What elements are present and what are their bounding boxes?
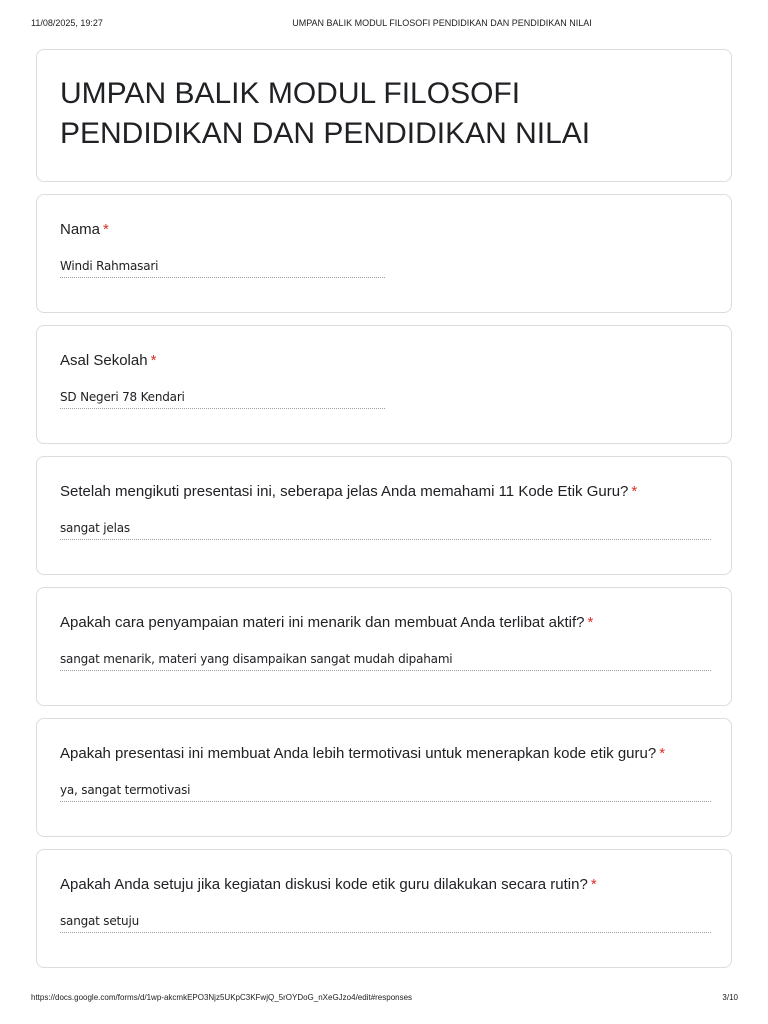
print-url: https://docs.google.com/forms/d/1wp-akcmkEPO3Njz5UKpC3KFwjQ_5rOYDoG_nXeGJzo4/edit#responses	[31, 993, 413, 1002]
answer-text: sangat setuju	[60, 914, 139, 928]
form-title: UMPAN BALIK MODUL FILOSOFI PENDIDIKAN DAN PENDIDIKAN NILAI	[60, 77, 591, 150]
question-card-nama	[36, 194, 732, 313]
question-card-penyampaian	[36, 587, 732, 706]
print-title: UMPAN BALIK MODUL FILOSOFI PENDIDIKAN DAN PENDIDIKAN NILAI	[292, 18, 592, 28]
print-date: 11/08/2025, 19:27	[31, 18, 103, 28]
question-text: Apakah cara penyampaian materi ini menarik dan membuat Anda terlibat aktif?	[60, 614, 585, 631]
question-card-motivasi	[36, 718, 732, 837]
required-marker: *	[103, 221, 109, 238]
question-label	[60, 221, 109, 238]
question-card-diskusi-rutin	[36, 849, 732, 968]
answer-underline	[60, 408, 385, 409]
question-label	[60, 876, 597, 893]
question-text: Apakah presentasi ini membuat Anda lebih termotivasi untuk menerapkan kode etik guru?	[60, 745, 657, 762]
question-label	[60, 483, 637, 500]
answer-underline	[60, 670, 711, 671]
question-label	[60, 352, 156, 369]
answer-underline	[60, 539, 711, 540]
required-marker: *	[150, 352, 157, 369]
page-number: 3/10	[722, 993, 738, 1002]
print-footer	[0, 993, 768, 1007]
answer-underline	[60, 801, 711, 802]
form-title-card	[36, 49, 732, 182]
answer-underline	[60, 277, 385, 278]
question-text: Setelah mengikuti presentasi ini, seberapa jelas Anda memahami 11 Kode Etik Guru?	[60, 483, 629, 500]
answer-underline	[60, 932, 711, 933]
question-label	[60, 745, 665, 762]
answer-text: SD Negeri 78 Kendari	[60, 390, 185, 404]
question-card-pemahaman	[36, 456, 732, 575]
question-text: Asal Sekolah	[60, 352, 148, 369]
question-text: Nama	[60, 221, 101, 238]
required-marker: *	[659, 745, 666, 762]
print-header	[0, 18, 768, 34]
answer-text: ya, sangat termotivasi	[60, 783, 191, 797]
answer-text: sangat jelas	[60, 521, 130, 535]
answer-text: sangat menarik, materi yang disampaikan sangat mudah dipahami	[60, 652, 453, 666]
question-label	[60, 614, 593, 631]
answer-text: Windi Rahmasari	[60, 259, 159, 273]
question-text: Apakah Anda setuju jika kegiatan diskusi kode etik guru dilakukan secara rutin?	[60, 876, 588, 893]
required-marker: *	[587, 614, 594, 631]
required-marker: *	[590, 876, 597, 893]
question-card-asal-sekolah	[36, 325, 732, 444]
required-marker: *	[631, 483, 638, 500]
